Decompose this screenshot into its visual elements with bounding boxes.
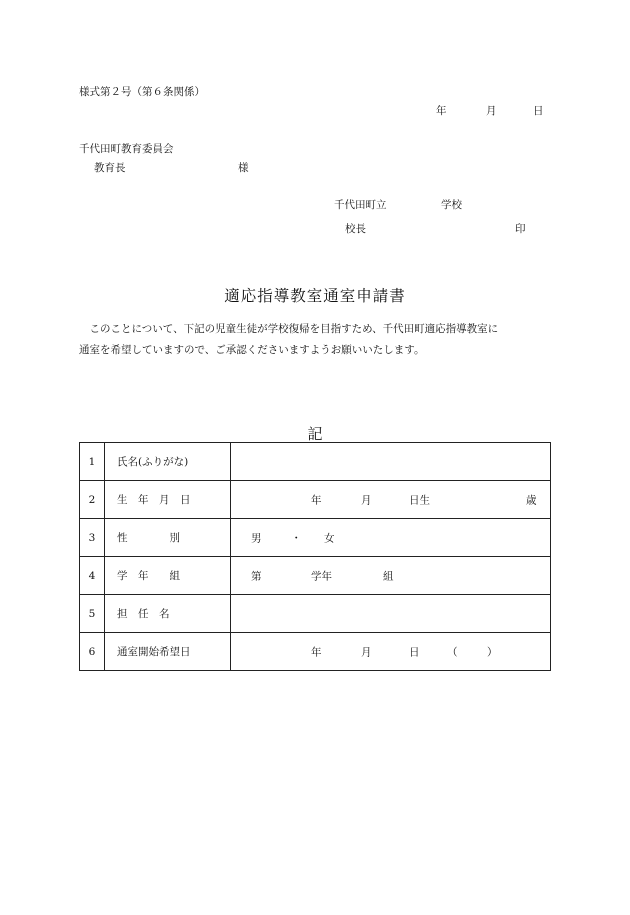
weekday-paren-open: （ [447,646,458,658]
seal-mark: 印 [515,223,526,235]
name-field[interactable] [231,443,551,481]
start-year-label: 年 [311,646,322,658]
row-number: 6 [80,633,105,671]
row-number: 4 [80,557,105,595]
recipient-title: 教育長 [94,162,126,174]
recipient-org: 千代田町教育委員会 [79,143,174,155]
teacher-field[interactable] [231,595,551,633]
table-row [80,481,551,519]
date-month: 月 [486,105,497,117]
gender-male[interactable]: 男 [251,532,262,544]
form-number: 様式第２号（第６条関係） [79,86,205,98]
grade-label: 学年 [311,570,332,582]
body-line-1: このことについて、下記の児童生徒が学校復帰を目指すため、千代田町適応指導教室に [79,323,499,335]
start-day-label: 日 [409,646,420,658]
ki-heading: 記 [307,425,323,443]
table-row [80,557,551,595]
document-title: 適応指導教室通室申請書 [224,287,406,305]
birthdate-field[interactable] [231,481,551,519]
birth-year-label: 年 [311,494,322,506]
body-line-2: 通室を希望していますので、ご承認くださいますようお願いいたします。 [79,344,425,356]
row-label-teacher: 担 任 名 [105,595,231,633]
table-row [80,519,551,557]
application-table [79,442,551,671]
birth-month-label: 月 [361,494,372,506]
row-label-name: 氏名(ふりがな) [105,443,231,481]
recipient-honorific: 様 [238,162,249,174]
row-number: 3 [80,519,105,557]
school-prefix: 千代田町立 [334,199,387,211]
gender-separator: ・ [291,532,302,544]
row-label-grade: 学 年 組 [105,557,231,595]
class-label: 組 [383,570,394,582]
table-row [80,595,551,633]
date-day: 日 [533,105,544,117]
row-label-start-date: 通室開始希望日 [105,633,231,671]
row-number: 2 [80,481,105,519]
table-row [80,443,551,481]
birth-day-label: 日生 [409,494,430,506]
row-label-gender: 性 別 [105,519,231,557]
principal-title: 校長 [345,223,366,235]
weekday-paren-close: ） [487,646,498,658]
school-suffix: 学校 [441,199,462,211]
table-row [80,633,551,671]
row-number: 1 [80,443,105,481]
start-month-label: 月 [361,646,372,658]
gender-field[interactable] [231,519,551,557]
gender-female[interactable]: 女 [324,532,335,544]
grade-field[interactable] [231,557,551,595]
grade-dai-label: 第 [251,570,262,582]
age-label: 歳 [526,494,537,506]
row-number: 5 [80,595,105,633]
date-year: 年 [436,105,447,117]
row-label-birthdate: 生 年 月 日 [105,481,231,519]
start-date-field[interactable] [231,633,551,671]
